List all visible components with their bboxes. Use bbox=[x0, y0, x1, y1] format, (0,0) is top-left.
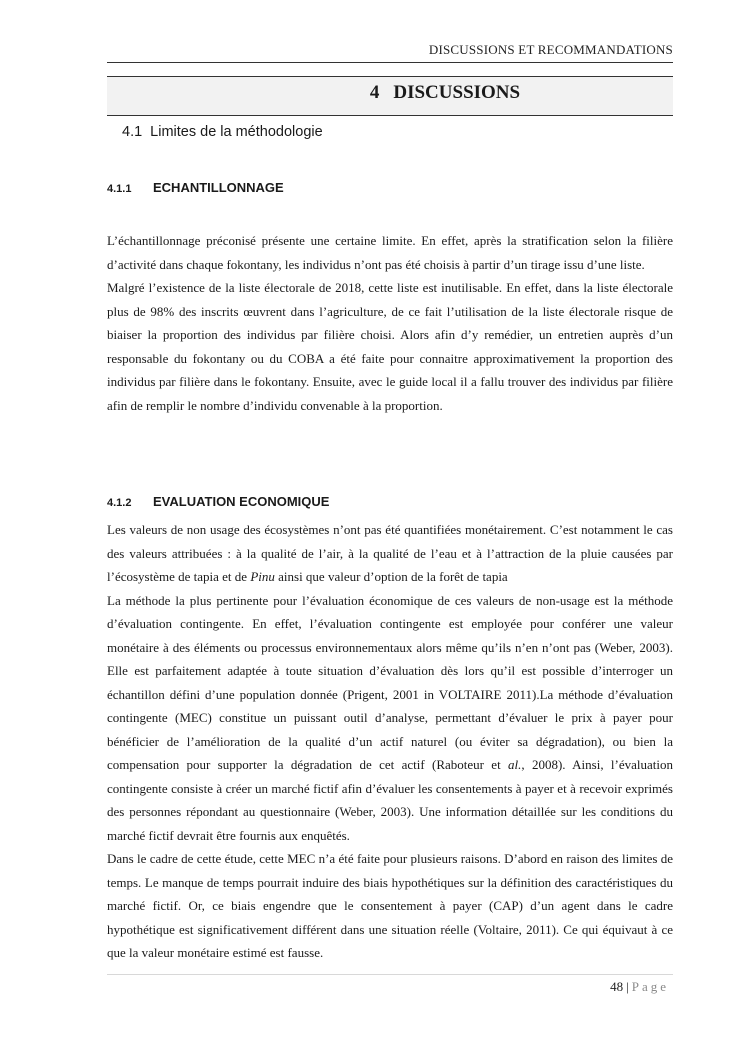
text-run: ainsi que valeur d’option de la forêt de tapia bbox=[274, 569, 508, 584]
chapter-number: 4 bbox=[369, 82, 380, 103]
paragraph: L’échantillonnage préconisé présente une certaine limite. En effet, après la stratification selon la filière d’activité dans chaque fokontany, les individus n’ont pas été choisis à partir d’un tirage issu d’une liste. bbox=[107, 233, 673, 272]
paragraph: Dans le cadre de cette étude, cette MEC n’a été faite pour plusieurs raisons. D’abord en raison des limites de temps. Le manque de temps pourrait induire des biais hypothétiques sur la définition des caractéristiques du marché fictif. Or, ce biais engendre que le consentement à payer (CAP) d’un agent dans le cadre hypothétique est significativement différent dans une situation réelle (Voltaire, 2011). Ce qui équivaut à ce que la valeur monétaire estimé est fausse. bbox=[107, 851, 673, 960]
chapter-title-box bbox=[107, 76, 673, 116]
section-title: Limites de la méthodologie bbox=[150, 124, 323, 140]
paragraph bbox=[107, 518, 673, 589]
subsection-heading-evaluation-economique bbox=[107, 494, 329, 509]
page-label: Page bbox=[631, 979, 669, 994]
header-rule bbox=[107, 62, 673, 63]
evaluation-economique-body bbox=[107, 518, 673, 965]
subsection-number: 4.1.2 bbox=[107, 497, 132, 509]
paragraph: Malgré l’existence de la liste électorale de 2018, cette liste est inutilisable. En effet, dans la liste électorale plus de 98% des inscrits œuvrent dans l’agriculture, de ce fait l’utilisation de la liste électorale risque de biaiser la proportion des individus par filière choisi. Alors afin d’y remédier, un entretien auprès d’un responsable du fokontany ou du COBA a été faite pour connaitre approximativement la proportion des individus par filière dans le fokontany. Ensuite, avec le guide local il a fallu trouver des individus par filière afin de remplir le nombre d’individu convenable à la proportion. bbox=[107, 280, 673, 413]
section-number: 4.1 bbox=[122, 124, 143, 140]
page-number bbox=[610, 979, 669, 995]
page-number-separator: | bbox=[626, 979, 629, 994]
subsection-title: ECHANTILLONNAGE bbox=[153, 180, 284, 195]
running-header: DISCUSSIONS ET RECOMMANDATIONS bbox=[428, 42, 673, 57]
text-run: , 2008). Ainsi, l’évaluation contingente consiste à créer un marché fictif afin d’évaluer les consentements à payer et à recevoir exprimés des personnes répondant au questionnaire (Weber, 2003). Une information détaillée sur les conditions du marché fictif devrait être fournis aux enquêtés. bbox=[107, 757, 673, 843]
text-run: Les valeurs de non usage des écosystèmes n’ont pas été quantifiées monétairement. C’est notamment le cas des valeurs attribuées : à la qualité de l’air, à la qualité de l’eau et à l’attraction de la pluie causées par l’écosystème de tapia et de bbox=[107, 522, 673, 584]
text-run: La méthode la plus pertinente pour l’évaluation économique de ces valeurs de non-usage est la méthode d’évaluation contingente. En effet, l’évaluation contingente est employée pour conférer une valeur monétaire à des éléments ou processus environnementaux alors même qu’ils n’en n’ont pas (Weber, 2003). Elle est parfaitement adaptée à toute situation d’évaluation dès lors qu’il est possible d’interroger un échantillon défini d’une population donnée (Prigent, 2001 in VOLTAIRE 2011).La méthode d’évaluation contingente (MEC) constitue un puissant outil d’analyse, permettant d’évaluer le prix à payer pour bénéficier de l’amélioration de la qualité d’un actif naturel (ou éviter sa dégradation), ou bien la compensation pour supporter la dégradation de cet actif (Raboteur et bbox=[107, 592, 673, 772]
italic-term: Pinu bbox=[250, 569, 275, 584]
paragraph bbox=[107, 589, 673, 848]
subsection-title: EVALUATION ECONOMIQUE bbox=[153, 494, 330, 509]
chapter-title-text: DISCUSSIONS bbox=[393, 82, 521, 103]
footer-rule bbox=[107, 974, 673, 975]
echantillonnage-body bbox=[107, 229, 673, 417]
subsection-heading-echantillonnage bbox=[107, 180, 284, 195]
page-number-value: 48 bbox=[610, 979, 624, 994]
subsection-number: 4.1.1 bbox=[107, 183, 132, 195]
italic-term: al. bbox=[508, 757, 522, 772]
section-heading bbox=[122, 124, 323, 140]
chapter-title bbox=[107, 82, 673, 104]
